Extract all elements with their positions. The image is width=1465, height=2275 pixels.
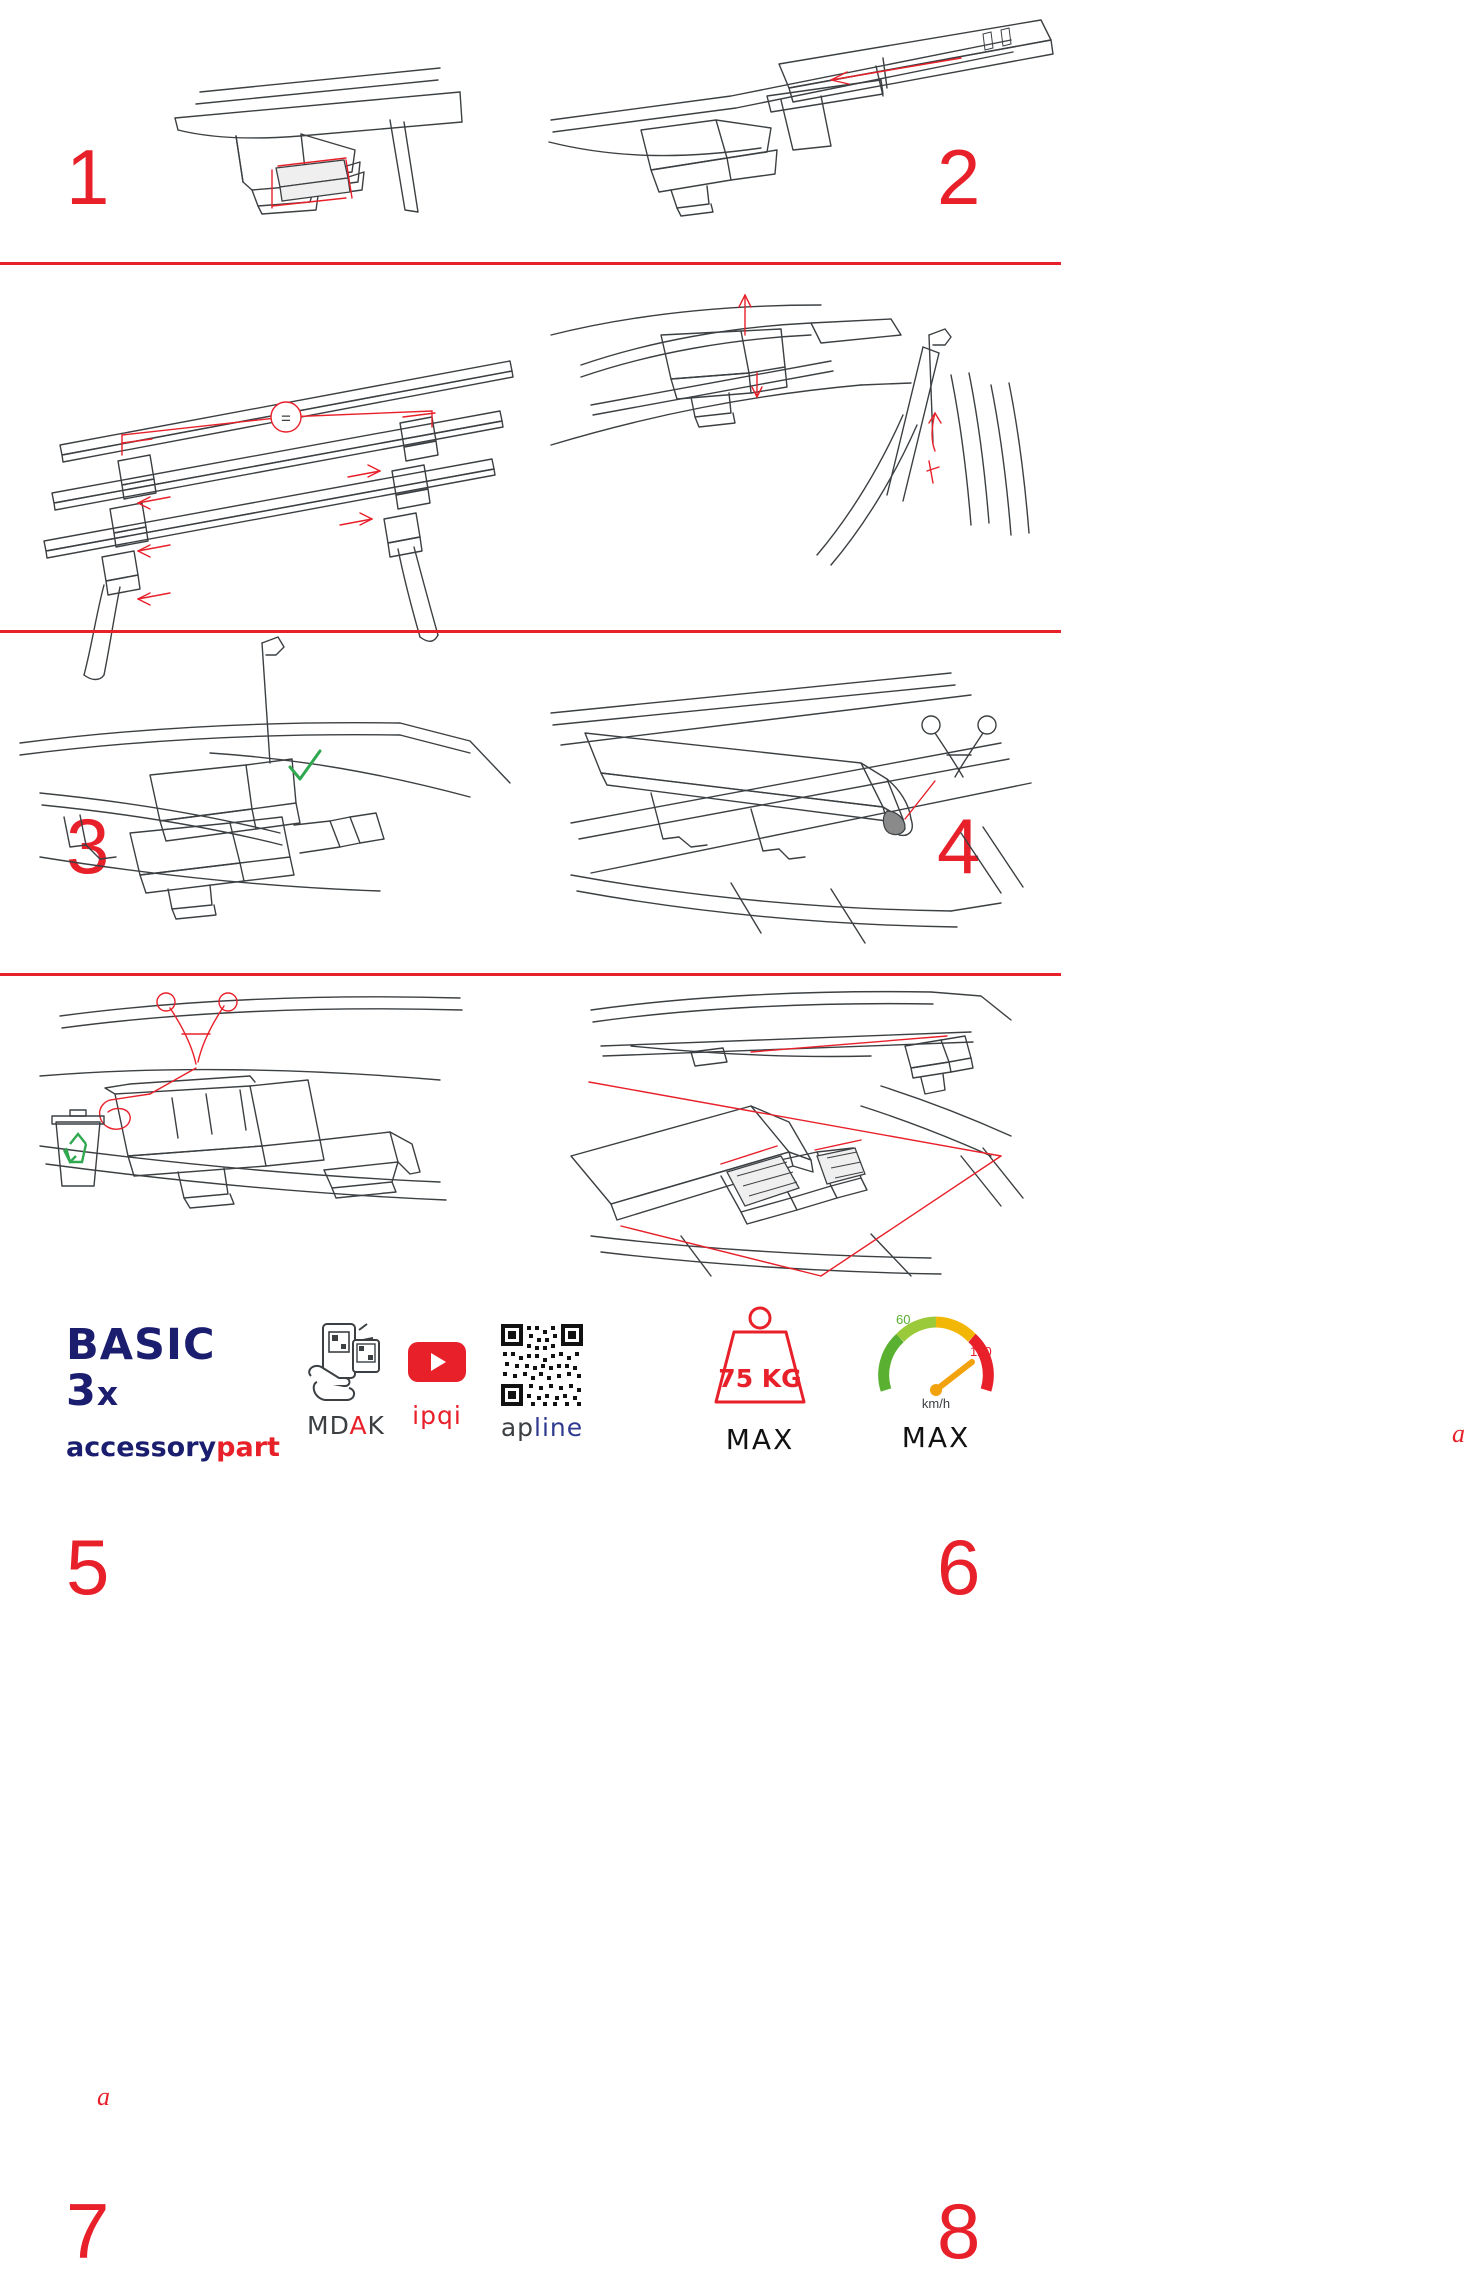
label-a-step7: a <box>97 2082 110 2111</box>
brand-primary-text: accessory <box>66 1432 217 1463</box>
product-name-text: BASIC 3 <box>66 1320 216 1416</box>
step-3-illustration <box>0 265 530 630</box>
load-limit-caption: MAX <box>725 1423 795 1456</box>
step-2-illustration <box>531 0 1061 262</box>
load-limit <box>680 1302 840 1456</box>
logo-mdak <box>286 1320 406 1440</box>
step-panel-2 <box>531 0 1061 262</box>
step-6-illustration <box>531 633 1061 973</box>
brand-logo <box>66 1431 280 1465</box>
footer <box>0 1290 1061 1500</box>
brand-block <box>66 1320 280 1465</box>
step-number-7: 7 <box>66 2187 108 2275</box>
step-number-3: 3 <box>66 802 108 890</box>
speedometer-icon <box>866 1298 1006 1414</box>
logo-apline-label: apline <box>500 1413 584 1442</box>
step-number-8: 8 <box>937 2187 979 2275</box>
equals-annotation: = <box>281 409 291 428</box>
step-1-illustration <box>0 0 530 262</box>
youtube-icon[interactable] <box>402 1334 472 1390</box>
weight-icon <box>680 1302 840 1414</box>
step-row-1 <box>0 0 1061 262</box>
step-number-1: 1 <box>66 133 108 221</box>
step-panel-1 <box>0 0 530 262</box>
step-4-illustration <box>531 265 1061 630</box>
brand-secondary-text: part <box>216 1432 280 1463</box>
speed-tick-low: 60 <box>896 1312 911 1327</box>
logo-ipqi-label: ipqi <box>412 1401 462 1430</box>
step-5-illustration <box>0 633 530 973</box>
step-8-illustration <box>531 976 1061 1288</box>
step-number-2: 2 <box>937 133 979 221</box>
logo-mdak-label: MDAK <box>307 1411 385 1440</box>
product-name-suffix: x <box>96 1374 120 1413</box>
step-number-5: 5 <box>66 1523 108 1611</box>
step-row-2 <box>0 265 1061 890</box>
hand-phone-qr-icon <box>291 1320 401 1406</box>
step-panel-3 <box>0 265 530 890</box>
speed-limit <box>866 1298 1006 1454</box>
step-number-4: 4 <box>937 802 979 890</box>
logo-ipqi <box>392 1334 482 1430</box>
speed-unit: km/h <box>921 1396 951 1411</box>
step-7-illustration <box>0 976 530 1288</box>
label-a-step6: a <box>1452 1419 1465 1448</box>
speed-tick-high: 120 <box>970 1344 992 1359</box>
logo-apline <box>482 1322 602 1442</box>
product-name <box>66 1322 276 1417</box>
step-panel-4 <box>531 265 1061 890</box>
speed-limit-caption: MAX <box>901 1421 971 1454</box>
load-limit-value: 75 KG <box>718 1364 802 1393</box>
qr-code-icon[interactable] <box>499 1322 585 1408</box>
step-number-6: 6 <box>937 1523 979 1611</box>
